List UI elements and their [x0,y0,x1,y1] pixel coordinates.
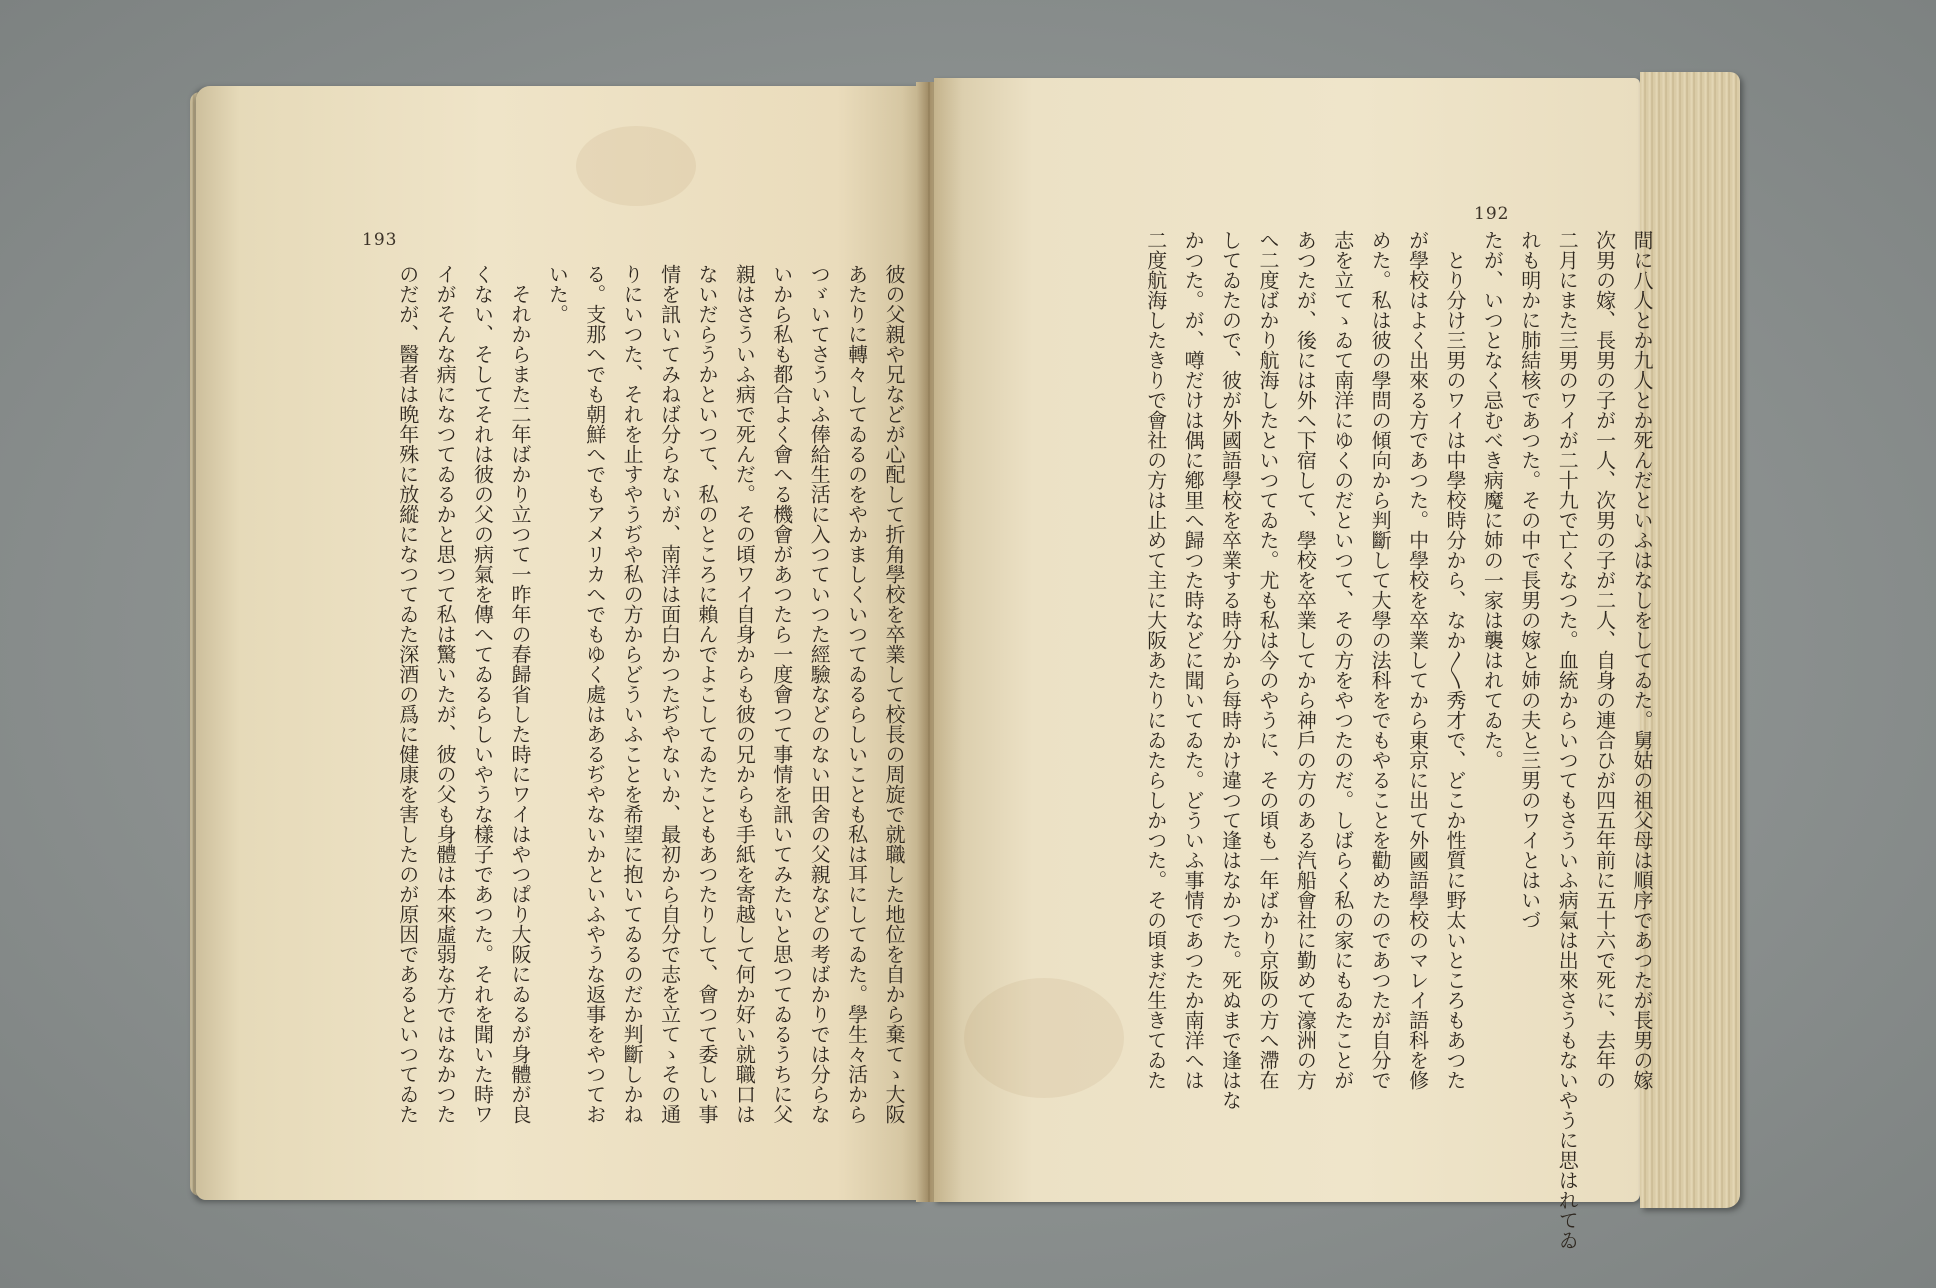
text-line: 間に八人とか九人とか死んだといふはなしをしてゐた。舅姑の祖父母は順序であつたが長男の嫁 [1630,230,1654,1090]
right-page-text [1143,230,1660,1250]
text-line: ないだらうかといつて、私のところに賴んでよこしてゐたこともあつたりして、會つて委しい事 [694,264,719,1124]
text-line: あつたが、後には外へ下宿して、學校を卒業してから神戶の方のある汽船會社に勤めて濠洲の方 [1293,230,1318,1090]
text-line: 志を立てゝゐて南洋にゆくのだといつて、その方をやつたのだ。しばらく私の家にもゐたことが [1330,230,1355,1090]
text-line: 親はさういふ病で死んだ。その頃ワイ自身からも彼の兄からも手紙を寄越して何か好い就職口は [732,264,757,1124]
text-line: のだが、醫者は晩年殊に放縱になつてゐた深酒の爲に健康を害したのが原因であるといつてゐた [395,264,420,1124]
text-line: 二度航海したきりで會社の方は止めて主に大阪あたりにゐたらしかつた。その頃まだ生きてゐた [1143,230,1168,1090]
text-line: めた。私は彼の學問の傾向から判斷して大學の法科をでもやることを勸めたのであつたが自分で [1368,230,1393,1090]
text-line: とり分け三男のワイは中學校時分から、なか〳〵秀才で、どこか性質に野太いところもあつた [1442,230,1467,1090]
text-line: くない、そしてそれは彼の父の病氣を傳へてゐるらしいやうな樣子であつた。それを聞いた時ワ [470,264,495,1124]
text-line: イがそんな病になつてゐるかと思つて私は驚いたが、彼の父も身體は本來虛弱な方ではなかつた [433,264,458,1124]
text-line: りにいつた、それを止すやうぢや私の方からどういふことを希望に抱いてゐるのだか判斷しかね [620,264,645,1124]
text-line: 情を訊いてみねば分らないが、南洋は面白かつたぢやないか、最初から自分で志を立てゝその通 [657,264,682,1124]
open-book [190,76,1758,1250]
text-line: る。支那へでも朝鮮へでもアメリカへでもゆく處はあるぢやないかといふやうな返事をやつてお [582,264,607,1124]
text-line: かつた。が、噂だけは偶に鄕里へ歸つた時などに聞いてゐた。どういふ事情であつたか南洋へは [1181,230,1206,1090]
text-line: してゐたので、彼が外國語學校を卒業する時分から每時かけ違つて逢はなかつた。死ぬまで逢はな [1218,230,1243,1110]
text-line: 次男の嫁、長男の子が一人、次男の子が二人、自身の連合ひが四五年前に五十六で死に、去年の [1592,230,1617,1090]
text-line: つゞいてさういふ俸給生活に入つていつた經驗などのない田舍の父親などの考ばかりでは分らな [807,264,832,1124]
text-line: たが、いつとなく忌むべき病魔に姉の一家は襲はれてゐた。 [1480,230,1505,770]
paper-stain [964,978,1124,1098]
text-line: 二月にまた三男のワイが二十九で亡くなつた。血統からいつてもさういふ病氣は出來さうもないやうに思はれてゐ [1555,230,1580,1250]
text-line: あたりに轉々してゐるのをやかましくいつてゐるらしいことも私は耳にしてゐた。學生々活から [844,264,869,1124]
text-line: それからまた二年ばかり立つて一昨年の春歸省した時にワイはやつぱり大阪にゐるが身體が良 [507,264,532,1124]
page-number-left: 193 [362,230,398,250]
page-number-right: 192 [1474,204,1510,224]
text-line: れも明かに肺結核であつた。その中で長男の嫁と姉の夫と三男のワイとはいづ [1517,230,1542,930]
text-line: 彼の父親や兄などが心配して折角學校を卒業して校長の周旋で就職した地位を自から棄てゝ大阪 [882,264,906,1124]
text-line: へ二度ばかり航海したといつてゐた。尤も私は今のやうに、その頃も一年ばかり京阪の方へ滯在 [1255,230,1280,1090]
paper-stain [576,126,696,206]
text-line: いから私も都合よく會へる機會があつたら一度會つて事情を訊いてみたいと思つてゐるうちに父 [769,264,794,1124]
text-line: が學校はよく出來る方であつた。中學校を卒業してから東京に出て外國語學校のマレイ語科を修 [1405,230,1430,1090]
text-line: いた。 [545,264,570,324]
left-page-text [395,264,912,1144]
